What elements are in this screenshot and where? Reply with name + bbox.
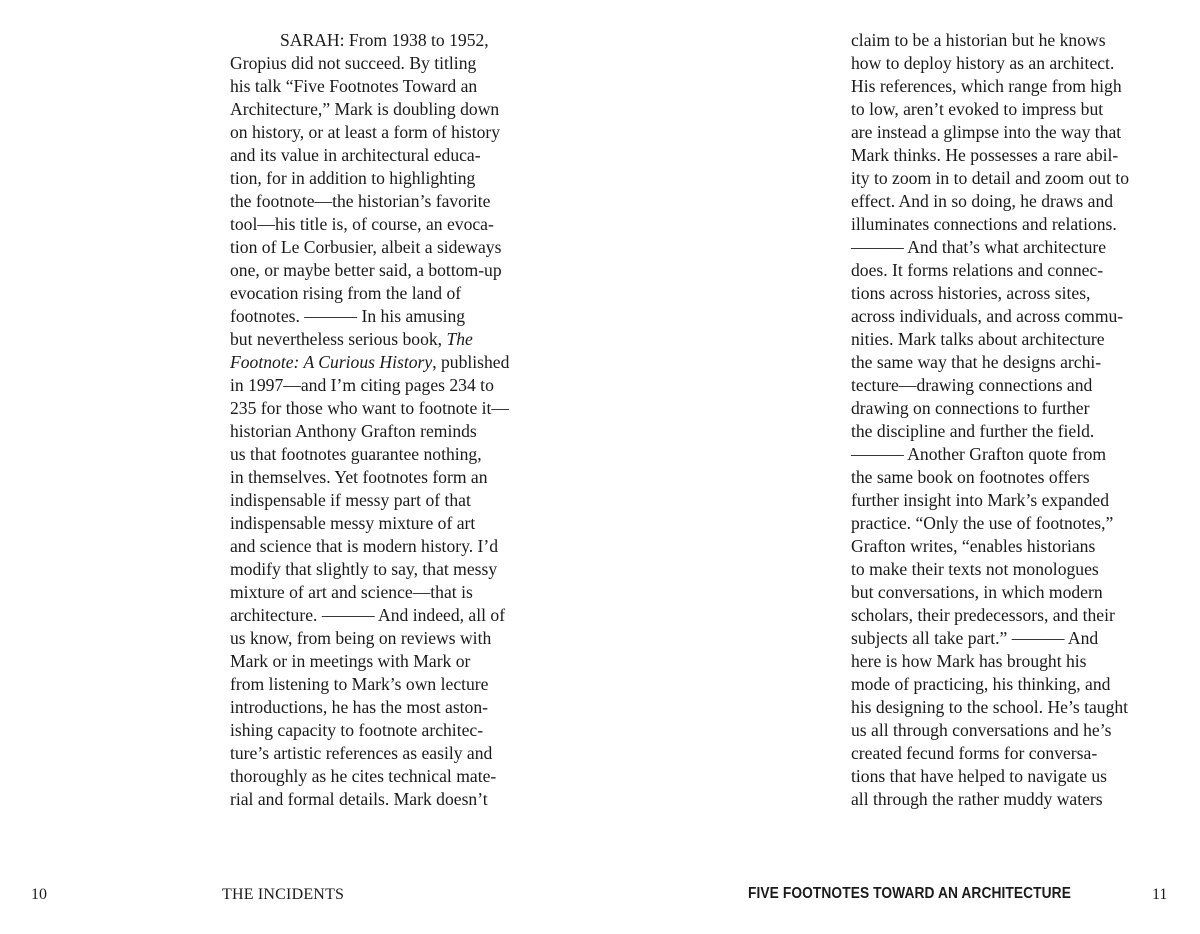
text-run: , published <box>432 352 510 372</box>
text-line: architecture. ——— And indeed, all of <box>230 605 506 625</box>
text-line: tion of Le Corbusier, albeit a sideways <box>230 237 502 257</box>
text-line: illuminates connections and relations. <box>851 214 1117 234</box>
text-line: to low, aren’t evoked to impress but <box>851 99 1104 119</box>
text-line: ishing capacity to footnote architec- <box>230 720 484 740</box>
text-line: and its value in architectural educa- <box>230 145 481 165</box>
text-line: modify that slightly to say, that messy <box>230 559 498 579</box>
text-line: subjects all take part.” ——— And <box>851 628 1099 648</box>
page-number-right: 11 <box>1152 886 1168 903</box>
text-line: the same book on footnotes offers <box>851 467 1090 487</box>
text-line: nities. Mark talks about architecture <box>851 329 1105 349</box>
text-line: mixture of art and science—that is <box>230 582 473 602</box>
text-line: in 1997—and I’m citing pages 234 to <box>230 375 494 395</box>
text-line: Gropius did not succeed. By titling <box>230 53 477 73</box>
text-line: are instead a glimpse into the way that <box>851 122 1122 142</box>
text-line: practice. “Only the use of footnotes,” <box>851 513 1114 533</box>
text-line: his designing to the school. He’s taught <box>851 697 1129 717</box>
text-line: mode of practicing, his thinking, and <box>851 674 1111 694</box>
right-body-text <box>851 29 1181 811</box>
text-line: us that footnotes guarantee nothing, <box>230 444 482 464</box>
book-title-italic: Footnote: A Curious History <box>230 352 433 372</box>
text-line: historian Anthony Grafton reminds <box>230 421 477 441</box>
text-line: the same way that he designs archi- <box>851 352 1102 372</box>
text-line: tions across histories, across sites, <box>851 283 1091 303</box>
text-line: across individuals, and across commu- <box>851 306 1124 326</box>
page-number-left: 10 <box>31 886 47 903</box>
text-line: drawing on connections to further <box>851 398 1090 418</box>
text-line: introductions, he has the most aston- <box>230 697 489 717</box>
text-line: 235 for those who want to footnote it— <box>230 398 510 418</box>
text-line: one, or maybe better said, a bottom-up <box>230 260 502 280</box>
book-title-italic: The <box>446 329 473 349</box>
text-line: footnotes. ——— In his amusing <box>230 306 466 326</box>
text-line: how to deploy history as an architect. <box>851 53 1115 73</box>
text-line: Grafton writes, “enables historians <box>851 536 1096 556</box>
text-line: to make their texts not monologues <box>851 559 1099 579</box>
text-line: tecture—drawing connections and <box>851 375 1093 395</box>
text-line: rial and formal details. Mark doesn’t <box>230 789 488 809</box>
text-line: Mark or in meetings with Mark or <box>230 651 471 671</box>
text-line: but conversations, in which modern <box>851 582 1103 602</box>
text-line: scholars, their predecessors, and their <box>851 605 1115 625</box>
text-line: indispensable if messy part of that <box>230 490 471 510</box>
text-line: effect. And in so doing, he draws and <box>851 191 1114 211</box>
text-line: from listening to Mark’s own lecture <box>230 674 489 694</box>
running-head-left: THE INCIDENTS <box>222 886 345 903</box>
text-line: tion, for in addition to highlighting <box>230 168 476 188</box>
text-line: his talk “Five Footnotes Toward an <box>230 76 478 96</box>
text-line: ——— Another Grafton quote from <box>851 444 1107 464</box>
text-line: tool—his title is, of course, an evoca- <box>230 214 494 234</box>
text-line: His references, which range from high <box>851 76 1122 96</box>
text-line: all through the rather muddy waters <box>851 789 1103 809</box>
text-line: Mark thinks. He possesses a rare abil- <box>851 145 1119 165</box>
text-line: indispensable messy mixture of art <box>230 513 476 533</box>
text-line: ity to zoom in to detail and zoom out to <box>851 168 1130 188</box>
text-line: created fecund forms for conversa- <box>851 743 1098 763</box>
text-line: does. It forms relations and connec- <box>851 260 1104 280</box>
text-line: further insight into Mark’s expanded <box>851 490 1109 510</box>
text-line: evocation rising from the land of <box>230 283 462 303</box>
text-line: ——— And that’s what architecture <box>851 237 1107 257</box>
text-line: tions that have helped to navigate us <box>851 766 1108 786</box>
text-line: SARAH: From 1938 to 1952, <box>280 30 489 50</box>
text-run: but nevertheless serious book, <box>230 329 447 349</box>
text-line: Architecture,” Mark is doubling down <box>230 99 500 119</box>
text-line: us know, from being on reviews with <box>230 628 492 648</box>
text-line: thoroughly as he cites technical mate- <box>230 766 497 786</box>
text-line: the footnote—the historian’s favorite <box>230 191 491 211</box>
text-line: ture’s artistic references as easily and <box>230 743 493 763</box>
running-head-right: FIVE FOOTNOTES TOWARD AN ARCHITECTURE <box>748 885 1071 902</box>
text-line: claim to be a historian but he knows <box>851 30 1106 50</box>
text-line: the discipline and further the field. <box>851 421 1095 441</box>
text-line: here is how Mark has brought his <box>851 651 1087 671</box>
text-line: and science that is modern history. I’d <box>230 536 499 556</box>
text-line: on history, or at least a form of history <box>230 122 501 142</box>
text-line: us all through conversations and he’s <box>851 720 1112 740</box>
text-line: in themselves. Yet footnotes form an <box>230 467 488 487</box>
